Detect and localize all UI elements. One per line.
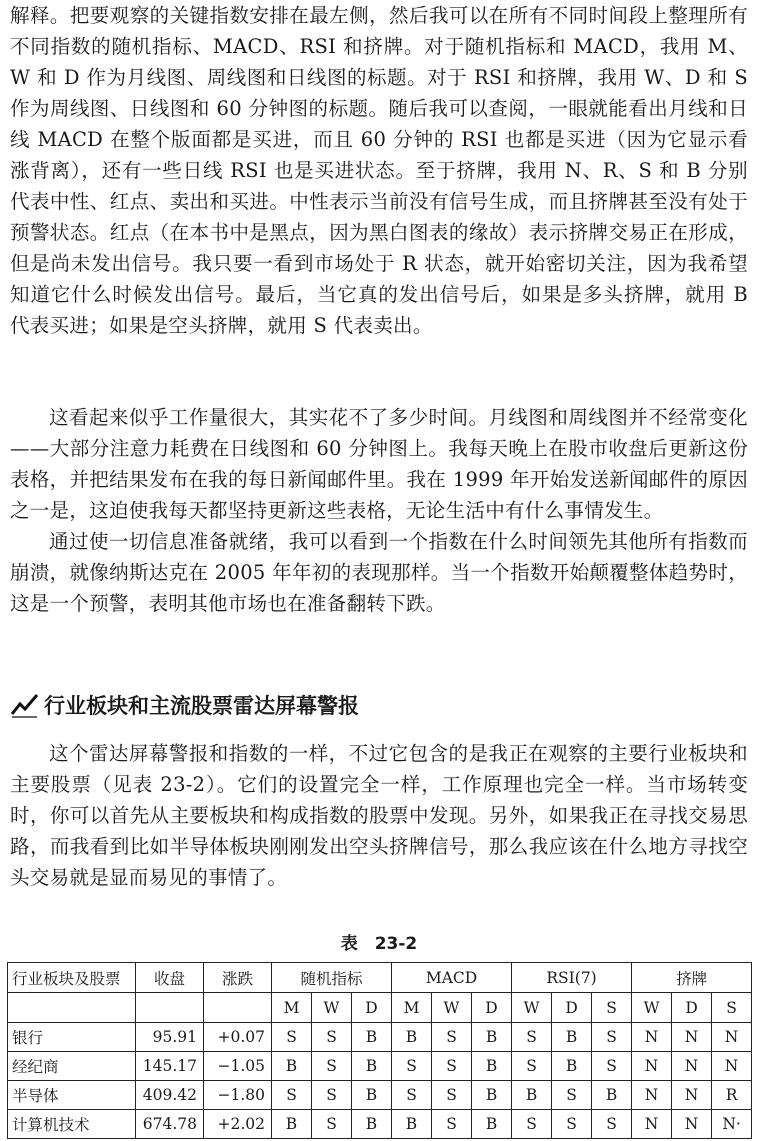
- row-sector-name: 经纪商: [8, 1052, 136, 1081]
- row-signal-cell: S: [312, 1110, 352, 1139]
- row-signal-cell: N: [632, 1023, 672, 1052]
- row-signal-cell: B: [272, 1110, 312, 1139]
- row-signal-cell: S: [312, 1052, 352, 1081]
- row-change: +0.07: [204, 1023, 272, 1052]
- row-signal-cell: B: [272, 1052, 312, 1081]
- header-macd: MACD: [392, 963, 512, 993]
- row-signal-cell: B: [512, 1081, 552, 1110]
- row-close: 409.42: [136, 1081, 204, 1110]
- row-signal-cell: S: [312, 1081, 352, 1110]
- subheader-cell: D: [472, 993, 512, 1023]
- subheader-cell: W: [632, 993, 672, 1023]
- row-signal-cell: B: [352, 1081, 392, 1110]
- row-signal-cell: S: [432, 1052, 472, 1081]
- header-change: 涨跌: [204, 963, 272, 993]
- row-signal-cell: S: [272, 1081, 312, 1110]
- row-signal-cell: N: [672, 1110, 712, 1139]
- subheader-cell: W: [512, 993, 552, 1023]
- section-heading: [10, 687, 359, 723]
- header-close: 收盘: [136, 963, 204, 993]
- row-signal-cell: N: [672, 1081, 712, 1110]
- subheader-cell: W: [432, 993, 472, 1023]
- row-change: +2.02: [204, 1110, 272, 1139]
- row-signal-cell: B: [392, 1023, 432, 1052]
- subheader-cell: S: [712, 993, 752, 1023]
- row-signal-cell: B: [352, 1023, 392, 1052]
- section-heading-text: 行业板块和主流股票雷达屏幕警报: [44, 694, 359, 718]
- table-row: [8, 1023, 752, 1052]
- paragraph-workload: 这看起来似乎工作量很大，其实花不了多少时间。月线图和周线图并不经常变化——大部分注意力耗费在日线图和 60 分钟图上。我每天晚上在股市收盘后更新这份表格，并把结果发布在我的每日新闻邮件里。我在 1999 年开始发送新闻邮件的原因之一是，这迫使我每天都坚持更新这些表格，无论生活中有什么事情发生。: [10, 406, 748, 522]
- row-signal-cell: B: [592, 1081, 632, 1110]
- header-rsi: RSI(7): [512, 963, 632, 993]
- row-signal-cell: S: [552, 1081, 592, 1110]
- row-signal-cell: B: [472, 1110, 512, 1139]
- row-sector-name: 银行: [8, 1023, 136, 1052]
- row-signal-cell: S: [592, 1052, 632, 1081]
- table-row: [8, 1081, 752, 1110]
- row-change: −1.80: [204, 1081, 272, 1110]
- row-signal-cell: S: [512, 1052, 552, 1081]
- row-signal-cell: N: [672, 1023, 712, 1052]
- row-signal-cell: B: [472, 1052, 512, 1081]
- row-signal-cell: N: [712, 1052, 752, 1081]
- row-signal-cell: B: [472, 1023, 512, 1052]
- paragraph-sector-radar: 这个雷达屏幕警报和指数的一样，不过它包含的是我正在观察的主要行业板块和主要股票（见表 23-2）。它们的设置完全一样，工作原理也完全一样。当市场转变时，你可以首先从主要板块和构成指数的股票中发现。另外，如果我正在寻找交易思路，而我看到比如半导体板块刚刚发出空头挤牌信号，那么我应该在什么地方寻找空头交易就是显而易见的事情了。: [10, 742, 748, 889]
- row-signal-cell: B: [472, 1081, 512, 1110]
- row-signal-cell: S: [512, 1110, 552, 1139]
- header-stochastic: 随机指标: [272, 963, 392, 993]
- row-signal-cell: N·: [712, 1110, 752, 1139]
- row-signal-cell: S: [512, 1023, 552, 1052]
- table-row: [8, 1110, 752, 1139]
- row-change: −1.05: [204, 1052, 272, 1081]
- subheader-cell: W: [312, 993, 352, 1023]
- row-signal-cell: S: [592, 1110, 632, 1139]
- row-close: 95.91: [136, 1023, 204, 1052]
- subheader-blank: [8, 993, 136, 1023]
- row-signal-cell: B: [392, 1110, 432, 1139]
- row-close: 674.78: [136, 1110, 204, 1139]
- row-signal-cell: S: [432, 1081, 472, 1110]
- subheader-cell: D: [352, 993, 392, 1023]
- paragraph-explanation: 解释。把要观察的关键指数安排在最左侧，然后我可以在所有不同时间段上整理所有不同指数的随机指标、MACD、RSI 和挤牌。对于随机指标和 MACD，我用 M、W 和 D 作为月线图、周线图和日线图的标题。对于 RSI 和挤牌，我用 W、D 和 S 作为周线图、日线图和 60 分钟图的标题。随后我可以查阅，一眼就能看出月线和日线 MACD 在整个版面都是买进，而且 60 分钟的 RSI 也都是买进（因为它显示看涨背离），还有一些日线 RSI 也是买进状态。至于挤牌，我用 N、R、S 和 B 分别代表中性、红点、卖出和买进。中性表示当前没有信号生成，而且挤牌甚至没有处于预警状态。红点（在本书中是黑点，因为黑白图表的缘故）表示挤牌交易正在形成，但是尚未发出信号。我只要一看到市场处于 R 状态，就开始密切关注，因为我希望知道它什么时候发出信号。最后，当它真的发出信号后，如果是多头挤牌，就用 B 代表买进；如果是空头挤牌，就用 S 代表卖出。: [10, 4, 748, 337]
- row-signal-cell: S: [312, 1023, 352, 1052]
- row-signal-cell: S: [432, 1110, 472, 1139]
- radar-table: [7, 962, 752, 1139]
- row-signal-cell: S: [272, 1023, 312, 1052]
- table-row: [8, 1052, 752, 1081]
- row-signal-cell: B: [552, 1023, 592, 1052]
- table-subheader-row: [8, 993, 752, 1023]
- row-signal-cell: N: [672, 1052, 712, 1081]
- row-signal-cell: N: [632, 1052, 672, 1081]
- row-signal-cell: N: [632, 1081, 672, 1110]
- row-sector-name: 半导体: [8, 1081, 136, 1110]
- header-sector: 行业板块及股票: [8, 963, 136, 993]
- row-close: 145.17: [136, 1052, 204, 1081]
- paragraph-warning: 通过使一切信息准备就绪，我可以看到一个指数在什么时间领先其他所有指数而崩溃，就像纳斯达克在 2005 年年初的表现那样。当一个指数开始颠覆整体趋势时，这是一个预警，表明其他市场也在准备翻转下跌。: [10, 530, 748, 615]
- row-signal-cell: S: [392, 1081, 432, 1110]
- row-signal-cell: B: [352, 1110, 392, 1139]
- table-header-row: [8, 963, 752, 993]
- row-signal-cell: B: [352, 1052, 392, 1081]
- subheader-cell: M: [272, 993, 312, 1023]
- row-signal-cell: N: [712, 1023, 752, 1052]
- subheader-cell: D: [552, 993, 592, 1023]
- subheader-cell: S: [592, 993, 632, 1023]
- subheader-blank: [204, 993, 272, 1023]
- row-signal-cell: N: [632, 1110, 672, 1139]
- subheader-cell: D: [672, 993, 712, 1023]
- row-signal-cell: S: [552, 1110, 592, 1139]
- row-signal-cell: S: [392, 1052, 432, 1081]
- row-signal-cell: B: [552, 1052, 592, 1081]
- row-signal-cell: S: [432, 1023, 472, 1052]
- subheader-blank: [136, 993, 204, 1023]
- table-title: 表 23-2: [340, 934, 418, 954]
- header-squeeze: 挤牌: [632, 963, 752, 993]
- row-signal-cell: S: [592, 1023, 632, 1052]
- trend-line-icon: [10, 692, 40, 718]
- row-sector-name: 计算机技术: [8, 1110, 136, 1139]
- subheader-cell: M: [392, 993, 432, 1023]
- row-signal-cell: R: [712, 1081, 752, 1110]
